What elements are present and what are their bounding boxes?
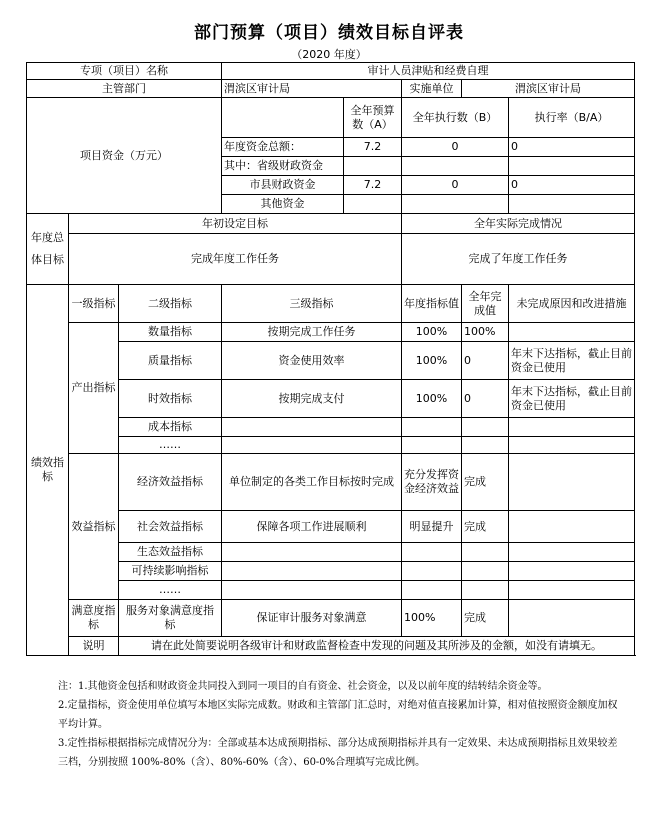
output-row [27,418,635,437]
funds-exec-header: 全年执行数（B） [402,98,509,138]
reason-cell [509,562,635,581]
level2-cell: 成本指标 [119,418,222,437]
indicator-header-row [27,285,635,323]
target-cell: 100% [402,323,462,342]
project-name-row [27,63,635,80]
level2-cell: 时效指标 [119,380,222,418]
reason-cell [509,581,635,600]
target-cell: 充分发挥资金经济效益 [402,454,462,511]
target-cell: 100% [402,380,462,418]
level2-cell: 质量指标 [119,342,222,380]
actual-cell [462,437,509,454]
level2-cell: …… [119,581,222,600]
benefit-row [27,511,635,543]
funds-row-label: 年度资金总额： [222,138,344,157]
level3-cell [222,543,402,562]
implementing-unit-label: 实施单位 [402,80,462,98]
funds-row-exec: 0 [402,138,509,157]
level3-cell: 单位制定的各类工作目标按时完成 [222,454,402,511]
output-row [27,380,635,418]
remark-label: 说明 [69,637,119,656]
footnotes [58,677,618,772]
target-cell: 明显提升 [402,511,462,543]
indicator-header: 未完成原因和改进措施 [509,285,635,323]
target-cell [402,562,462,581]
output-row [27,342,635,380]
level3-cell [222,581,402,600]
funds-row-rate: 0 [509,176,635,195]
funds-row-exec [402,157,509,176]
reason-cell [509,511,635,543]
level3-cell: 按期完成工作任务 [222,323,402,342]
funds-row-exec: 0 [402,176,509,195]
annual-goal-label: 年度总体目标 [27,214,69,285]
footnote-item: 注：1.其他资金包括和财政资金共同投入到同一项目的自有资金、社会资金，以及以前年度的结转结余资金等。 [58,681,548,692]
actual-cell: 完成 [462,454,509,511]
level2-cell: 服务对象满意度指标 [119,600,222,637]
actual-cell [462,418,509,437]
benefit-row [27,581,635,600]
level2-cell: 生态效益指标 [119,543,222,562]
indicator-header: 全年完成值 [462,285,509,323]
target-cell [402,581,462,600]
remark-row [27,637,635,656]
benefit-row [27,454,635,511]
target-cell: 100% [402,342,462,380]
level3-cell: 保证审计服务对象满意 [222,600,402,637]
reason-cell [509,323,635,342]
actual-cell: 0 [462,380,509,418]
level2-cell: …… [119,437,222,454]
actual-cell: 100% [462,323,509,342]
implementing-unit-value: 渭滨区审计局 [462,80,635,98]
funds-budget-header: 全年预算数（A） [344,98,402,138]
funds-row-rate [509,195,635,214]
level2-cell: 数量指标 [119,323,222,342]
funds-label: 项目资金（万元） [27,98,222,214]
satisfaction-row [27,600,635,637]
footnote-item: 3.定性指标根据指标完成情况分为：全部或基本达成预期指标、部分达成预期指标并具有一定效果、未达成预期指标且效果较差三档，分别按照 100%-80%（含）、80%-60%（含）、60-0%合理填写完成比例。 [58,738,618,768]
funds-row-exec [402,195,509,214]
annual-actual-value: 完成了年度工作任务 [402,234,635,285]
project-name-label: 专项（项目）名称 [27,63,222,80]
reason-cell [509,600,635,637]
indicator-header: 三级指标 [222,285,402,323]
department-label: 主管部门 [27,80,222,98]
actual-cell: 完成 [462,511,509,543]
reason-cell: 年末下达指标，截止目前资金已使用 [509,342,635,380]
department-value: 渭滨区审计局 [222,80,402,98]
actual-cell: 完成 [462,600,509,637]
benefit-row [27,543,635,562]
target-cell [402,418,462,437]
actual-cell [462,562,509,581]
actual-cell: 0 [462,342,509,380]
indicator-header: 年度指标值 [402,285,462,323]
level3-cell [222,418,402,437]
reason-cell: 年末下达指标，截止目前资金已使用 [509,380,635,418]
reason-cell [509,543,635,562]
annual-goal-row [27,234,635,285]
funds-row-label: 市县财政资金 [222,176,344,195]
reason-cell [509,454,635,511]
actual-cell [462,581,509,600]
satisfaction-indicators-label: 满意度指标 [69,600,119,637]
reason-cell [509,437,635,454]
target-cell [402,543,462,562]
report-year: （2020 年度） [291,48,367,61]
funds-row-label: 其中：省级财政资金 [222,157,344,176]
level2-cell: 经济效益指标 [119,454,222,511]
level3-cell: 资金使用效率 [222,342,402,380]
annual-goal-header-row [27,214,635,234]
department-row [27,80,635,98]
remark-value: 请在此处简要说明各级审计和财政监督检查中发现的问题及其所涉及的金额，如没有请填无。 [119,637,635,656]
target-cell: 100% [402,600,462,637]
funds-row-budget [344,195,402,214]
annual-set-value: 完成年度工作任务 [69,234,402,285]
level3-cell: 按期完成支付 [222,380,402,418]
output-indicators-label: 产出指标 [69,323,119,454]
reason-cell [509,418,635,437]
level2-cell: 可持续影响指标 [119,562,222,581]
level3-cell [222,562,402,581]
funds-rate-header: 执行率（B/A） [509,98,635,138]
target-cell [402,437,462,454]
actual-cell [462,543,509,562]
level3-cell [222,437,402,454]
output-row [27,437,635,454]
funds-row-budget [344,157,402,176]
funds-row-budget: 7.2 [344,138,402,157]
page-title: 部门预算（项目）绩效目标自评表 [194,23,464,43]
annual-set-header: 年初设定目标 [69,214,402,234]
output-row [27,323,635,342]
annual-actual-header: 全年实际完成情况 [402,214,635,234]
indicators-section-label: 绩效指标 [27,285,69,656]
project-name-value: 审计人员津贴和经费自理 [222,63,635,80]
indicator-header: 二级指标 [119,285,222,323]
performance-table [26,62,635,656]
funds-row-budget: 7.2 [344,176,402,195]
funds-header-blank [222,98,344,138]
benefit-row [27,562,635,581]
funds-row-rate [509,157,635,176]
indicator-header: 一级指标 [69,285,119,323]
funds-row-rate: 0 [509,138,635,157]
benefit-indicators-label: 效益指标 [69,454,119,600]
footnote-item: 2.定量指标，资金使用单位填写本地区实际完成数。财政和主管部门汇总时，对绝对值直接累加计算，相对值按照资金额度加权平均计算。 [58,700,618,730]
level3-cell: 保障各项工作进展顺利 [222,511,402,543]
funds-row-label: 其他资金 [222,195,344,214]
level2-cell: 社会效益指标 [119,511,222,543]
funds-header-row [27,98,635,138]
